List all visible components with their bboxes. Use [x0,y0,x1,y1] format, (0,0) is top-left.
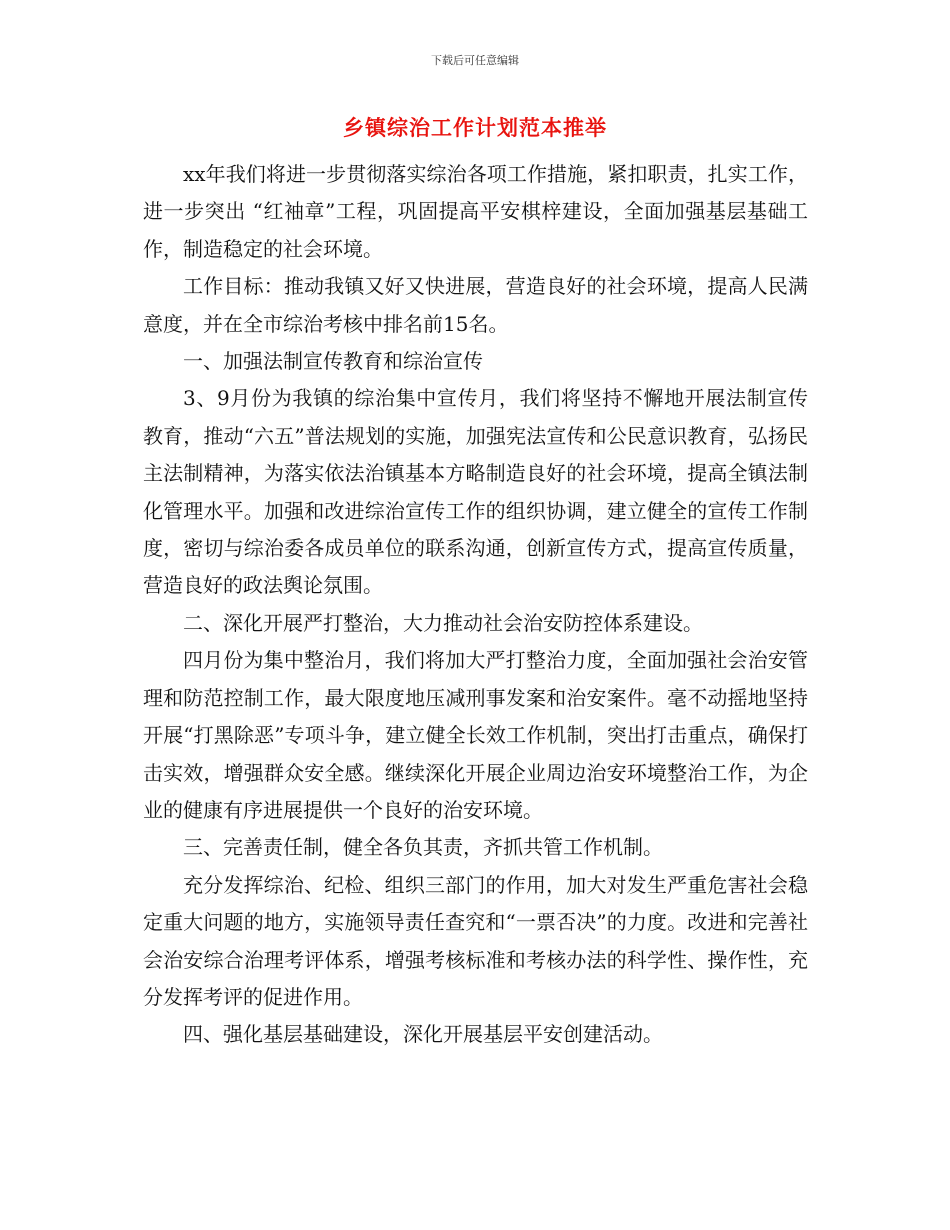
section-heading-2: 二、深化开展严打整治，大力推动社会治安防控体系建设。 [183,610,703,635]
document-body [143,156,808,1054]
section-heading-1: 一、加强法制宣传教育和综治宣传 [183,349,483,374]
paragraph-goal: 工作目标：推动我镇又好又快进展，营造良好的社会环境，提高人民满意度，并在全市综治考核中排名前15名。 [143,274,808,336]
paragraph-section-2: 四月份为集中整治月，我们将加大严打整治力度，全面加强社会治安管理和防范控制工作，最大限度地压减刑事发案和治安案件。毫不动摇地坚持开展“打黑除恶”专项斗争，建立健全长效工作机制，突出打击重点，确保打击实效，增强群众安全感。继续深化开展企业周边治安环境整治工作，为企业的健康有序进展提供一个良好的治安环境。 [143,648,808,822]
section-heading-3: 三、完善责任制，健全各负其责，齐抓共管工作机制。 [183,835,663,860]
paragraph-section-3: 充分发挥综治、纪检、组织三部门的作用，加大对发生严重危害社会稳定重大问题的地方，实施领导责任查究和“一票否决”的力度。改进和完善社会治安综合治理考评体系，增强考核标准和考核办法的科学性、操作性，充分发挥考评的促进作用。 [143,872,808,1009]
paragraph-section-1: 3、9月份为我镇的综治集中宣传月，我们将坚持不懈地开展法制宣传教育，推动“六五”普法规划的实施，加强宪法宣传和公民意识教育，弘扬民主法制精神，为落实依法治镇基本方略制造良好的社会环境，提高全镇法制化管理水平。加强和改进综治宣传工作的组织协调，建立健全的宣传工作制度，密切与综治委各成员单位的联系沟通，创新宣传方式，提高宣传质量，营造良好的政法舆论氛围。 [143,386,808,598]
paragraph-intro: xx年我们将进一步贯彻落实综治各项工作措施，紧扣职责，扎实工作，进一步突出 “红袖章”工程，巩固提高平安棋梓建设，全面加强基层基础工作，制造稳定的社会环境。 [143,162,808,261]
header-note: 下载后可任意编辑 [431,54,519,67]
section-heading-4: 四、强化基层基础建设，深化开展基层平安创建活动。 [183,1022,663,1047]
document-title: 乡镇综治工作计划范本推举 [343,116,607,140]
